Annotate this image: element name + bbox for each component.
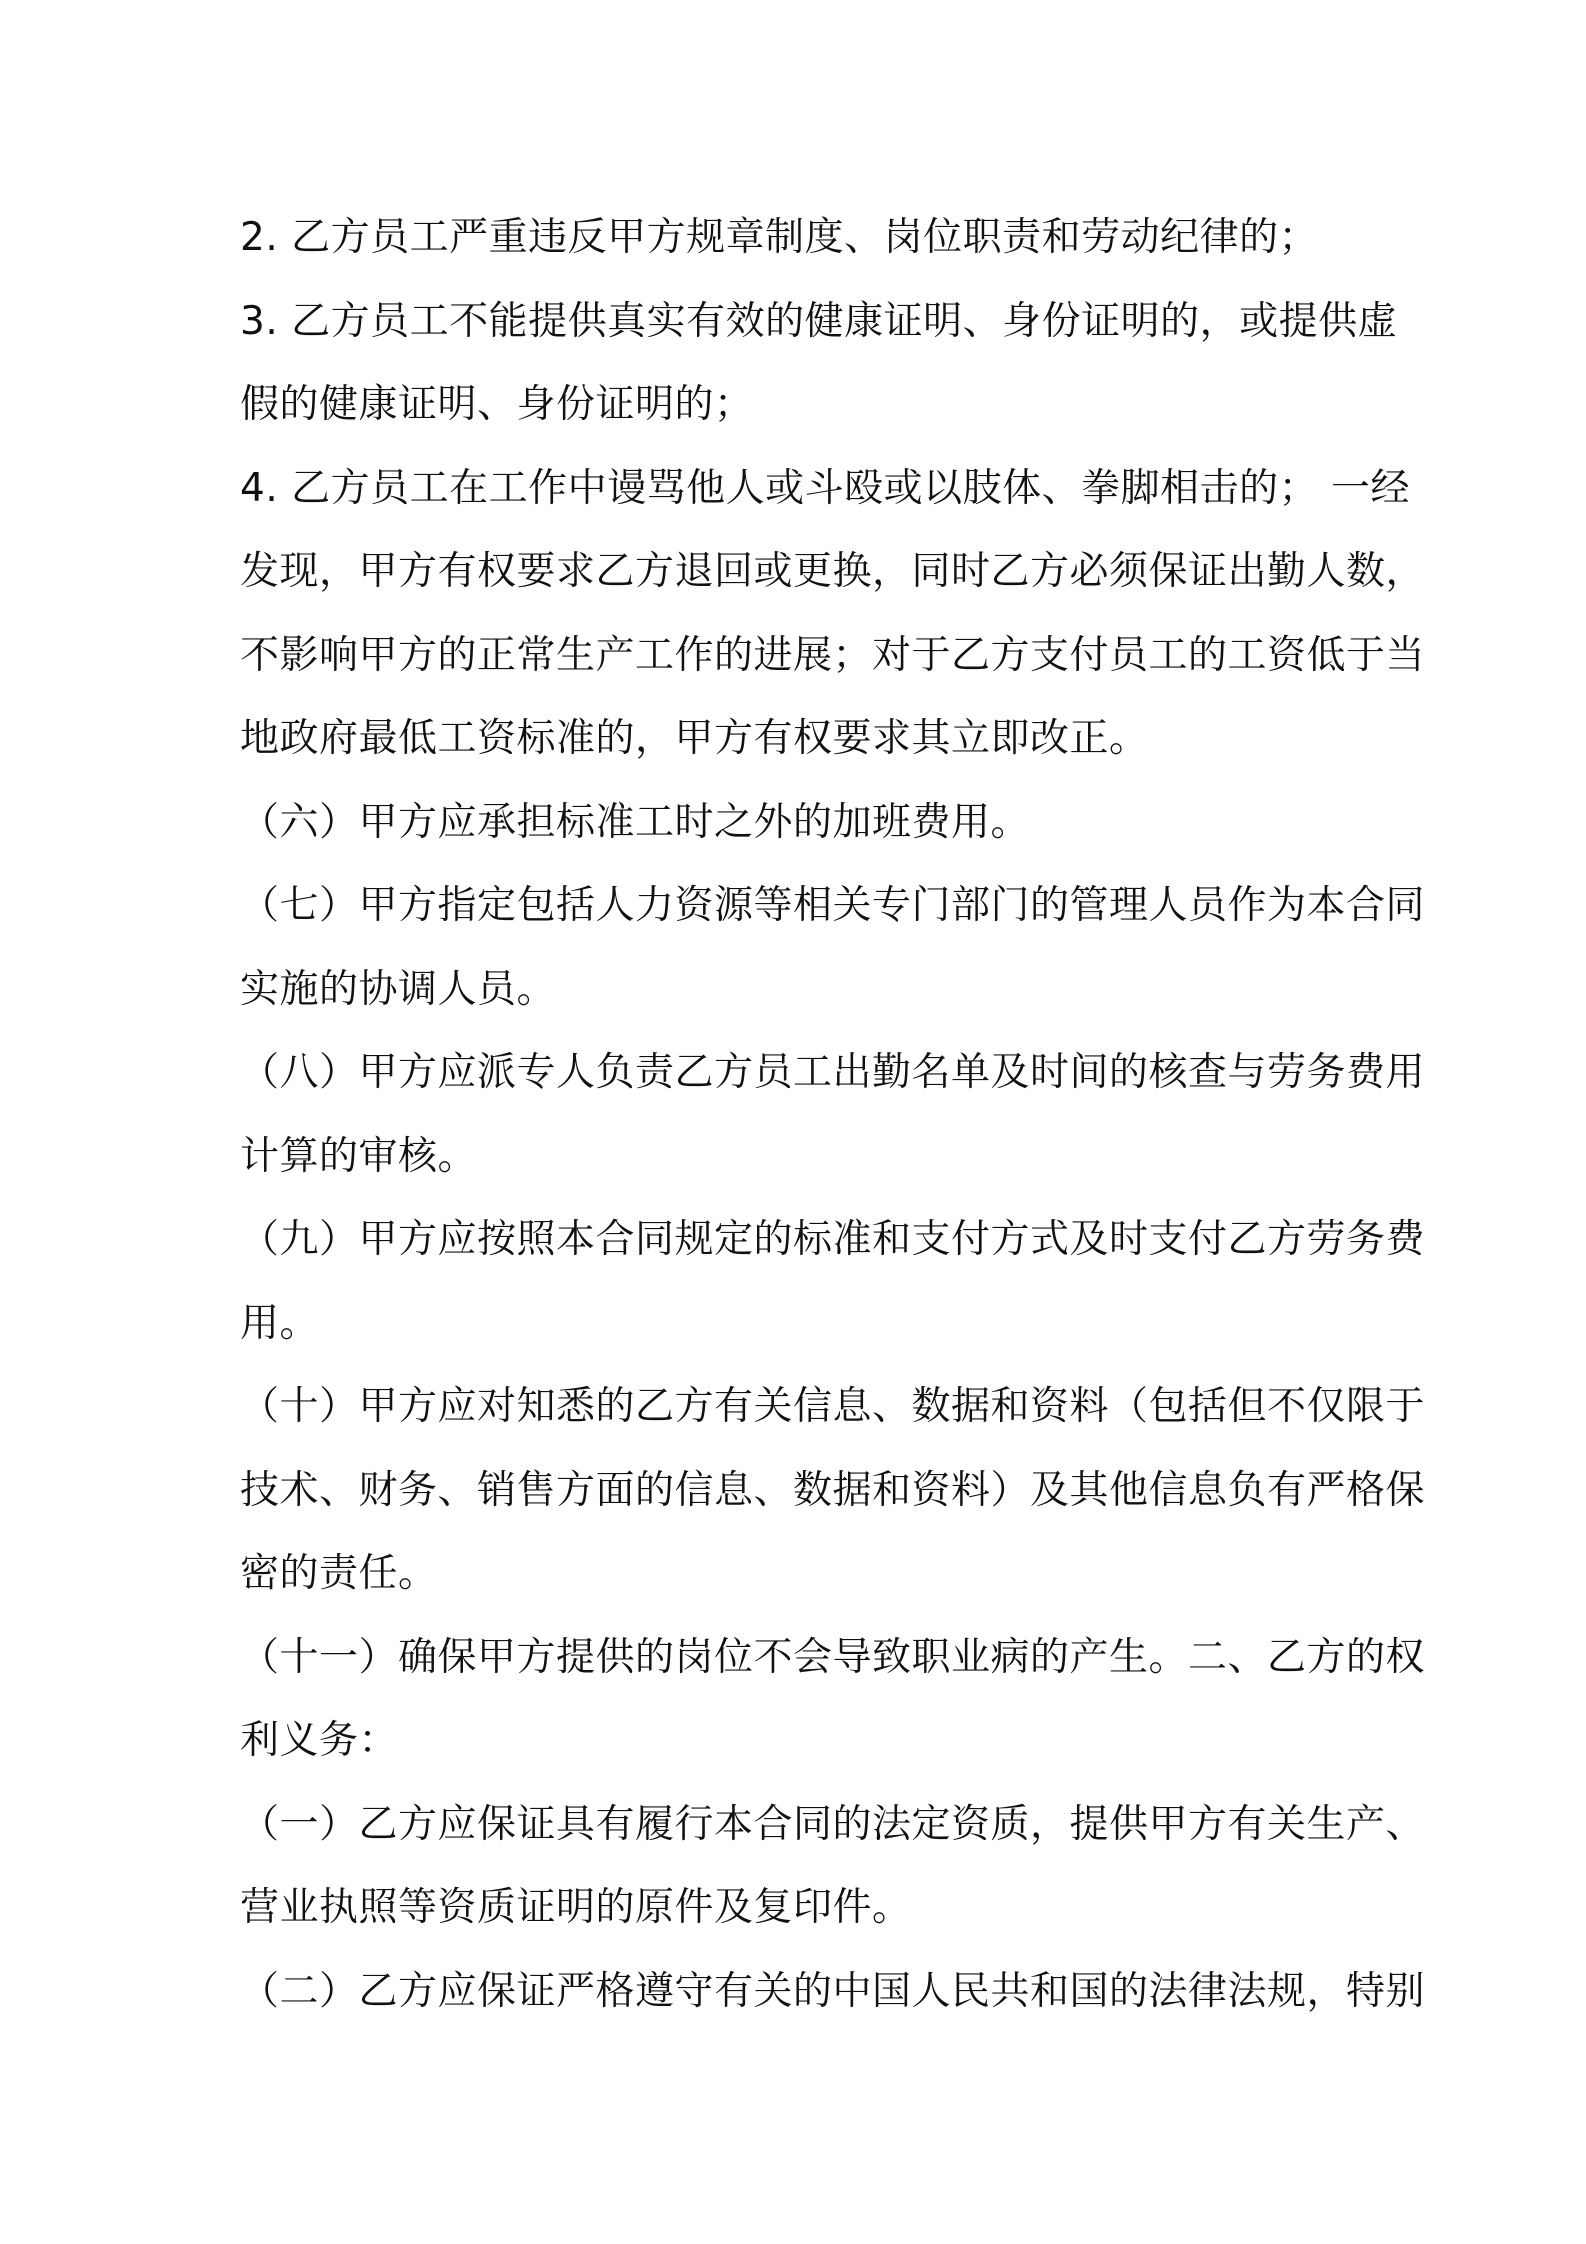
document-page bbox=[240, 196, 1426, 2033]
text-line: （二）乙方应保证严格遵守有关的中国人民共和国的法律法规，特别 bbox=[240, 1968, 1426, 2014]
text-line: 地政府最低工资标准的，甲方有权要求其立即改正。 bbox=[240, 716, 1149, 761]
text-line: 技术、财务、销售方面的信息、数据和资料）及其他信息负有严格保 bbox=[240, 1467, 1426, 1513]
text-line: 假的健康证明、身份证明的； bbox=[240, 382, 754, 427]
text-line: 密的责任。 bbox=[240, 1551, 438, 1596]
text-line: （六）甲方应承担标准工时之外的加班费用。 bbox=[240, 799, 1031, 845]
text-line: 实施的协调人员。 bbox=[240, 966, 557, 1012]
text-line: （十）甲方应对知悉的乙方有关信息、数据和资料（包括但不仅限于 bbox=[240, 1384, 1426, 1429]
text-line: 不影响甲方的正常生产工作的进展；对于乙方支付员工的工资低于当 bbox=[240, 632, 1426, 678]
text-line: 2. 乙方员工严重违反甲方规章制度、岗位职责和劳动纪律的； bbox=[240, 215, 1319, 260]
text-line: 计算的审核。 bbox=[240, 1133, 478, 1179]
text-line: （十一）确保甲方提供的岗位不会导致职业病的产生。二、乙方的权 bbox=[240, 1634, 1426, 1680]
text-line: 4. 乙方员工在工作中谩骂他人或斗殴或以肢体、拳脚相击的； 一经 bbox=[240, 465, 1411, 511]
text-line: 用。 bbox=[240, 1300, 320, 1346]
text-line: （八）甲方应派专人负责乙方员工出勤名单及时间的核查与劳务费用 bbox=[240, 1050, 1426, 1095]
text-line: 利义务： bbox=[240, 1718, 399, 1763]
text-line: 营业执照等资质证明的原件及复印件。 bbox=[240, 1885, 912, 1930]
text-line: 发现，甲方有权要求乙方退回或更换，同时乙方必须保证出勤人数， bbox=[240, 549, 1426, 594]
text-line: （一）乙方应保证具有履行本合同的法定资质，提供甲方有关生产、 bbox=[240, 1801, 1426, 1847]
text-line: 3. 乙方员工不能提供真实有效的健康证明、身份证明的，或提供虚 bbox=[240, 298, 1398, 344]
text-line: （七）甲方指定包括人力资源等相关专门部门的管理人员作为本合同 bbox=[240, 883, 1426, 928]
text-line: （九）甲方应按照本合同规定的标准和支付方式及时支付乙方劳务费 bbox=[240, 1217, 1426, 1262]
